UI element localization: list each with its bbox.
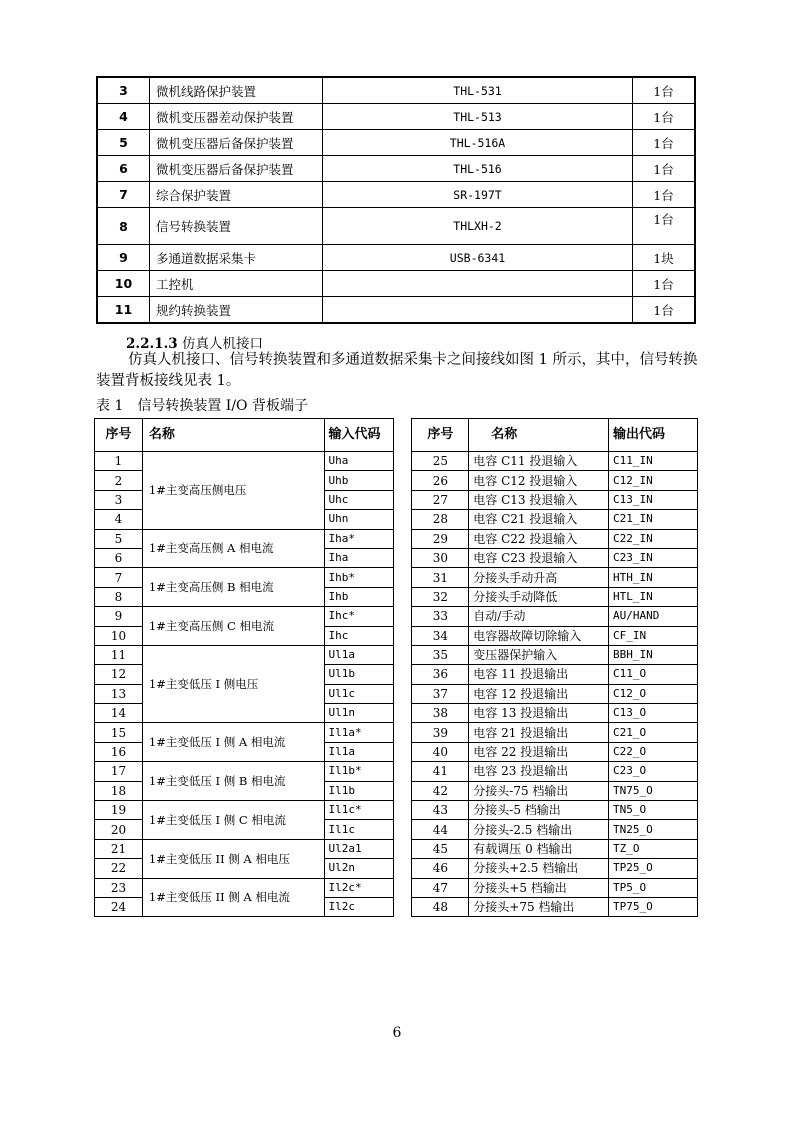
table-gap: [394, 762, 412, 781]
table-gap: [394, 665, 412, 684]
input-signal-name: 1#主变低压 I 侧 C 相电流: [142, 801, 324, 840]
section-heading: [126, 332, 263, 352]
output-signal-name: 电容 12 投退输出: [469, 684, 609, 703]
header-name: 名称: [142, 419, 324, 452]
output-number: 30: [412, 548, 469, 567]
device-name: 综合保护装置: [150, 182, 323, 208]
page-number: 6: [392, 1025, 402, 1041]
output-code: C12_IN: [609, 471, 698, 490]
output-code: HTH_IN: [609, 568, 698, 587]
input-number: 2: [95, 471, 143, 490]
input-signal-name: 1#主变高压侧 C 相电流: [142, 607, 324, 646]
table-gap: [394, 510, 412, 529]
table-gap: [394, 878, 412, 897]
output-number: 33: [412, 607, 469, 626]
input-code: Ul2n: [324, 859, 394, 878]
output-code: TN75_O: [609, 781, 698, 800]
output-code: BBH_IN: [609, 645, 698, 664]
input-signal-name: 1#主变低压 II 侧 A 相电流: [142, 878, 324, 917]
input-number: 13: [95, 684, 143, 703]
input-number: 22: [95, 859, 143, 878]
input-number: 17: [95, 762, 143, 781]
header-name-2: 名称: [469, 419, 609, 452]
input-number: 24: [95, 897, 143, 916]
output-signal-name: 电容 C22 投退输入: [469, 529, 609, 548]
output-signal-name: 电容 21 投退输出: [469, 723, 609, 742]
section-number: 2.2.1.3: [126, 336, 178, 352]
row-number: 9: [97, 245, 150, 271]
device-quantity: 1台: [633, 77, 696, 104]
input-code: Il1b: [324, 781, 394, 800]
header-input-code: 输入代码: [324, 419, 394, 452]
row-number: 5: [97, 130, 150, 156]
table-gap: [394, 587, 412, 606]
output-code: CF_IN: [609, 626, 698, 645]
input-number: 19: [95, 801, 143, 820]
table-gap: [394, 529, 412, 548]
table-row: [95, 801, 698, 820]
output-signal-name: 有载调压 0 档输出: [469, 839, 609, 858]
output-signal-name: 分接头手动升高: [469, 568, 609, 587]
input-code: Ihb*: [324, 568, 394, 587]
input-code: Il1c*: [324, 801, 394, 820]
header-output-code: 输出代码: [609, 419, 698, 452]
output-number: 40: [412, 742, 469, 761]
output-number: 25: [412, 452, 469, 471]
output-code: HTL_IN: [609, 587, 698, 606]
input-number: 11: [95, 645, 143, 664]
device-quantity: 1块: [633, 245, 696, 271]
output-signal-name: 分接头手动降低: [469, 587, 609, 606]
output-number: 29: [412, 529, 469, 548]
row-number: 6: [97, 156, 150, 182]
input-number: 5: [95, 529, 143, 548]
input-code: Uha: [324, 452, 394, 471]
input-number: 9: [95, 607, 143, 626]
output-signal-name: 自动/手动: [469, 607, 609, 626]
table-row: [95, 452, 698, 471]
input-signal-name: 1#主变低压 I 侧 A 相电流: [142, 723, 324, 762]
table-gap: [394, 897, 412, 916]
device-name: 微机线路保护装置: [150, 77, 323, 104]
input-code: Ul1c: [324, 684, 394, 703]
table-gap: [394, 684, 412, 703]
input-signal-name: 1#主变低压 I 侧电压: [142, 645, 324, 723]
table-row: [97, 104, 695, 130]
device-name: 微机变压器差动保护装置: [150, 104, 323, 130]
section-title: 仿真人机接口: [181, 336, 263, 352]
table-gap: [394, 471, 412, 490]
device-quantity: 1台: [633, 182, 696, 208]
input-signal-name: 1#主变低压 I 侧 B 相电流: [142, 762, 324, 801]
device-model: THL-531: [323, 77, 633, 104]
table-row: [97, 208, 695, 245]
output-signal-name: 分接头-5 档输出: [469, 801, 609, 820]
input-code: Il2c*: [324, 878, 394, 897]
device-model: [323, 297, 633, 324]
output-code: TN25_O: [609, 820, 698, 839]
row-number: 3: [97, 77, 150, 104]
device-model: USB-6341: [323, 245, 633, 271]
output-number: 44: [412, 820, 469, 839]
table-gap: [394, 704, 412, 723]
output-number: 28: [412, 510, 469, 529]
table-gap: [394, 607, 412, 626]
header-no-2: 序号: [412, 419, 469, 452]
output-code: C21_IN: [609, 510, 698, 529]
output-signal-name: 变压器保护输入: [469, 645, 609, 664]
table-gap: [394, 781, 412, 800]
output-number: 32: [412, 587, 469, 606]
device-name: 微机变压器后备保护装置: [150, 156, 323, 182]
input-code: Ihb: [324, 587, 394, 606]
table-gap: [394, 548, 412, 567]
device-quantity: 1台: [633, 130, 696, 156]
device-model: SR-197T: [323, 182, 633, 208]
output-signal-name: 电容 13 投退输出: [469, 704, 609, 723]
output-signal-name: 电容 C13 投退输入: [469, 490, 609, 509]
input-code: Il1c: [324, 820, 394, 839]
table-row: [95, 878, 698, 897]
table-gap: [394, 452, 412, 471]
output-number: 42: [412, 781, 469, 800]
output-signal-name: 电容 C23 投退输入: [469, 548, 609, 567]
output-signal-name: 分接头+5 档输出: [469, 878, 609, 897]
body-paragraph: 仿真人机接口、信号转换装置和多通道数据采集卡之间接线如图 1 所示，其中，信号转换装置背板接线见表 1。: [96, 352, 698, 389]
input-number: 10: [95, 626, 143, 645]
output-code: C23_IN: [609, 548, 698, 567]
output-number: 26: [412, 471, 469, 490]
input-code: Iha*: [324, 529, 394, 548]
input-code: Iha: [324, 548, 394, 567]
table-row: [97, 182, 695, 208]
input-code: Ihc: [324, 626, 394, 645]
device-name: 工控机: [150, 271, 323, 297]
output-number: 45: [412, 839, 469, 858]
output-signal-name: 分接头+2.5 档输出: [469, 859, 609, 878]
device-quantity: 1台: [633, 104, 696, 130]
output-code: TN5_O: [609, 801, 698, 820]
output-number: 36: [412, 665, 469, 684]
table-gap: [394, 859, 412, 878]
output-code: C21_O: [609, 723, 698, 742]
input-code: Ul1n: [324, 704, 394, 723]
input-code: Il1a*: [324, 723, 394, 742]
output-code: TZ_O: [609, 839, 698, 858]
input-signal-name: 1#主变高压侧 B 相电流: [142, 568, 324, 607]
output-code: C22_O: [609, 742, 698, 761]
input-code: Ul1a: [324, 645, 394, 664]
table-gap: [394, 820, 412, 839]
input-number: 6: [95, 548, 143, 567]
output-number: 31: [412, 568, 469, 587]
output-signal-name: 电容 23 投退输出: [469, 762, 609, 781]
io-terminal-table: [94, 418, 698, 917]
table-gap: [394, 645, 412, 664]
table-row: [97, 77, 695, 104]
output-signal-name: 电容 C21 投退输入: [469, 510, 609, 529]
output-number: 38: [412, 704, 469, 723]
device-model: THL-516A: [323, 130, 633, 156]
output-number: 46: [412, 859, 469, 878]
table-row: [95, 568, 698, 587]
input-number: 18: [95, 781, 143, 800]
device-quantity: 1台: [633, 271, 696, 297]
output-code: C13_O: [609, 704, 698, 723]
device-quantity: 1台: [633, 156, 696, 182]
output-signal-name: 电容 22 投退输出: [469, 742, 609, 761]
output-code: C13_IN: [609, 490, 698, 509]
input-code: Il2c: [324, 897, 394, 916]
table-row: [95, 723, 698, 742]
row-number: 11: [97, 297, 150, 324]
input-number: 20: [95, 820, 143, 839]
output-number: 43: [412, 801, 469, 820]
input-code: Il1b*: [324, 762, 394, 781]
output-signal-name: 电容 11 投退输出: [469, 665, 609, 684]
table-row: [95, 607, 698, 626]
input-code: Uhn: [324, 510, 394, 529]
output-number: 37: [412, 684, 469, 703]
output-code: C22_IN: [609, 529, 698, 548]
input-code: Ihc*: [324, 607, 394, 626]
input-number: 12: [95, 665, 143, 684]
output-code: TP5_O: [609, 878, 698, 897]
input-code: Il1a: [324, 742, 394, 761]
output-signal-name: 分接头-75 档输出: [469, 781, 609, 800]
input-number: 15: [95, 723, 143, 742]
table-gap: [394, 801, 412, 820]
input-number: 3: [95, 490, 143, 509]
input-code: Uhb: [324, 471, 394, 490]
input-number: 4: [95, 510, 143, 529]
row-number: 8: [97, 208, 150, 245]
table-gap: [394, 742, 412, 761]
output-code: AU/HAND: [609, 607, 698, 626]
table-caption: 表 1 信号转换装置 I/O 背板端子: [96, 398, 308, 414]
output-signal-name: 电容器故障切除输入: [469, 626, 609, 645]
equipment-table: [96, 76, 696, 324]
input-number: 1: [95, 452, 143, 471]
input-code: Ul2a1: [324, 839, 394, 858]
table-row: [97, 297, 695, 324]
output-signal-name: 电容 C11 投退输入: [469, 452, 609, 471]
table-gap: [394, 626, 412, 645]
output-code: C11_IN: [609, 452, 698, 471]
output-number: 35: [412, 645, 469, 664]
input-signal-name: 1#主变高压侧 A 相电流: [142, 529, 324, 568]
table-gap: [394, 419, 412, 452]
output-code: TP25_O: [609, 859, 698, 878]
output-number: 34: [412, 626, 469, 645]
input-number: 23: [95, 878, 143, 897]
table-gap: [394, 839, 412, 858]
device-name: 微机变压器后备保护装置: [150, 130, 323, 156]
input-signal-name: 1#主变低压 II 侧 A 相电压: [142, 839, 324, 878]
output-number: 47: [412, 878, 469, 897]
device-model: [323, 271, 633, 297]
device-quantity: 1台: [633, 297, 696, 324]
output-number: 41: [412, 762, 469, 781]
row-number: 4: [97, 104, 150, 130]
input-number: 16: [95, 742, 143, 761]
device-model: THL-516: [323, 156, 633, 182]
table-row: [97, 156, 695, 182]
input-code: Ul1b: [324, 665, 394, 684]
output-code: C11_O: [609, 665, 698, 684]
input-number: 8: [95, 587, 143, 606]
output-code: C23_O: [609, 762, 698, 781]
table-gap: [394, 723, 412, 742]
table-header-row: [95, 419, 698, 452]
output-code: C12_O: [609, 684, 698, 703]
header-no: 序号: [95, 419, 143, 452]
input-number: 7: [95, 568, 143, 587]
input-number: 21: [95, 839, 143, 858]
input-signal-name: 1#主变高压侧电压: [142, 452, 324, 530]
output-signal-name: 分接头-2.5 档输出: [469, 820, 609, 839]
table-gap: [394, 490, 412, 509]
output-number: 27: [412, 490, 469, 509]
table-row: [97, 245, 695, 271]
table-row: [95, 839, 698, 858]
device-name: 规约转换装置: [150, 297, 323, 324]
output-signal-name: 分接头+75 档输出: [469, 897, 609, 916]
row-number: 7: [97, 182, 150, 208]
table-row: [97, 271, 695, 297]
output-signal-name: 电容 C12 投退输入: [469, 471, 609, 490]
device-model: THL-513: [323, 104, 633, 130]
device-name: 多通道数据采集卡: [150, 245, 323, 271]
output-code: TP75_O: [609, 897, 698, 916]
device-model: THLXH-2: [323, 208, 633, 245]
device-quantity: 1台: [633, 208, 696, 245]
table-row: [95, 645, 698, 664]
input-code: Uhc: [324, 490, 394, 509]
row-number: 10: [97, 271, 150, 297]
table-row: [95, 762, 698, 781]
table-gap: [394, 568, 412, 587]
output-number: 39: [412, 723, 469, 742]
table-row: [95, 529, 698, 548]
input-number: 14: [95, 704, 143, 723]
table-row: [97, 130, 695, 156]
output-number: 48: [412, 897, 469, 916]
device-name: 信号转换装置: [150, 208, 323, 245]
